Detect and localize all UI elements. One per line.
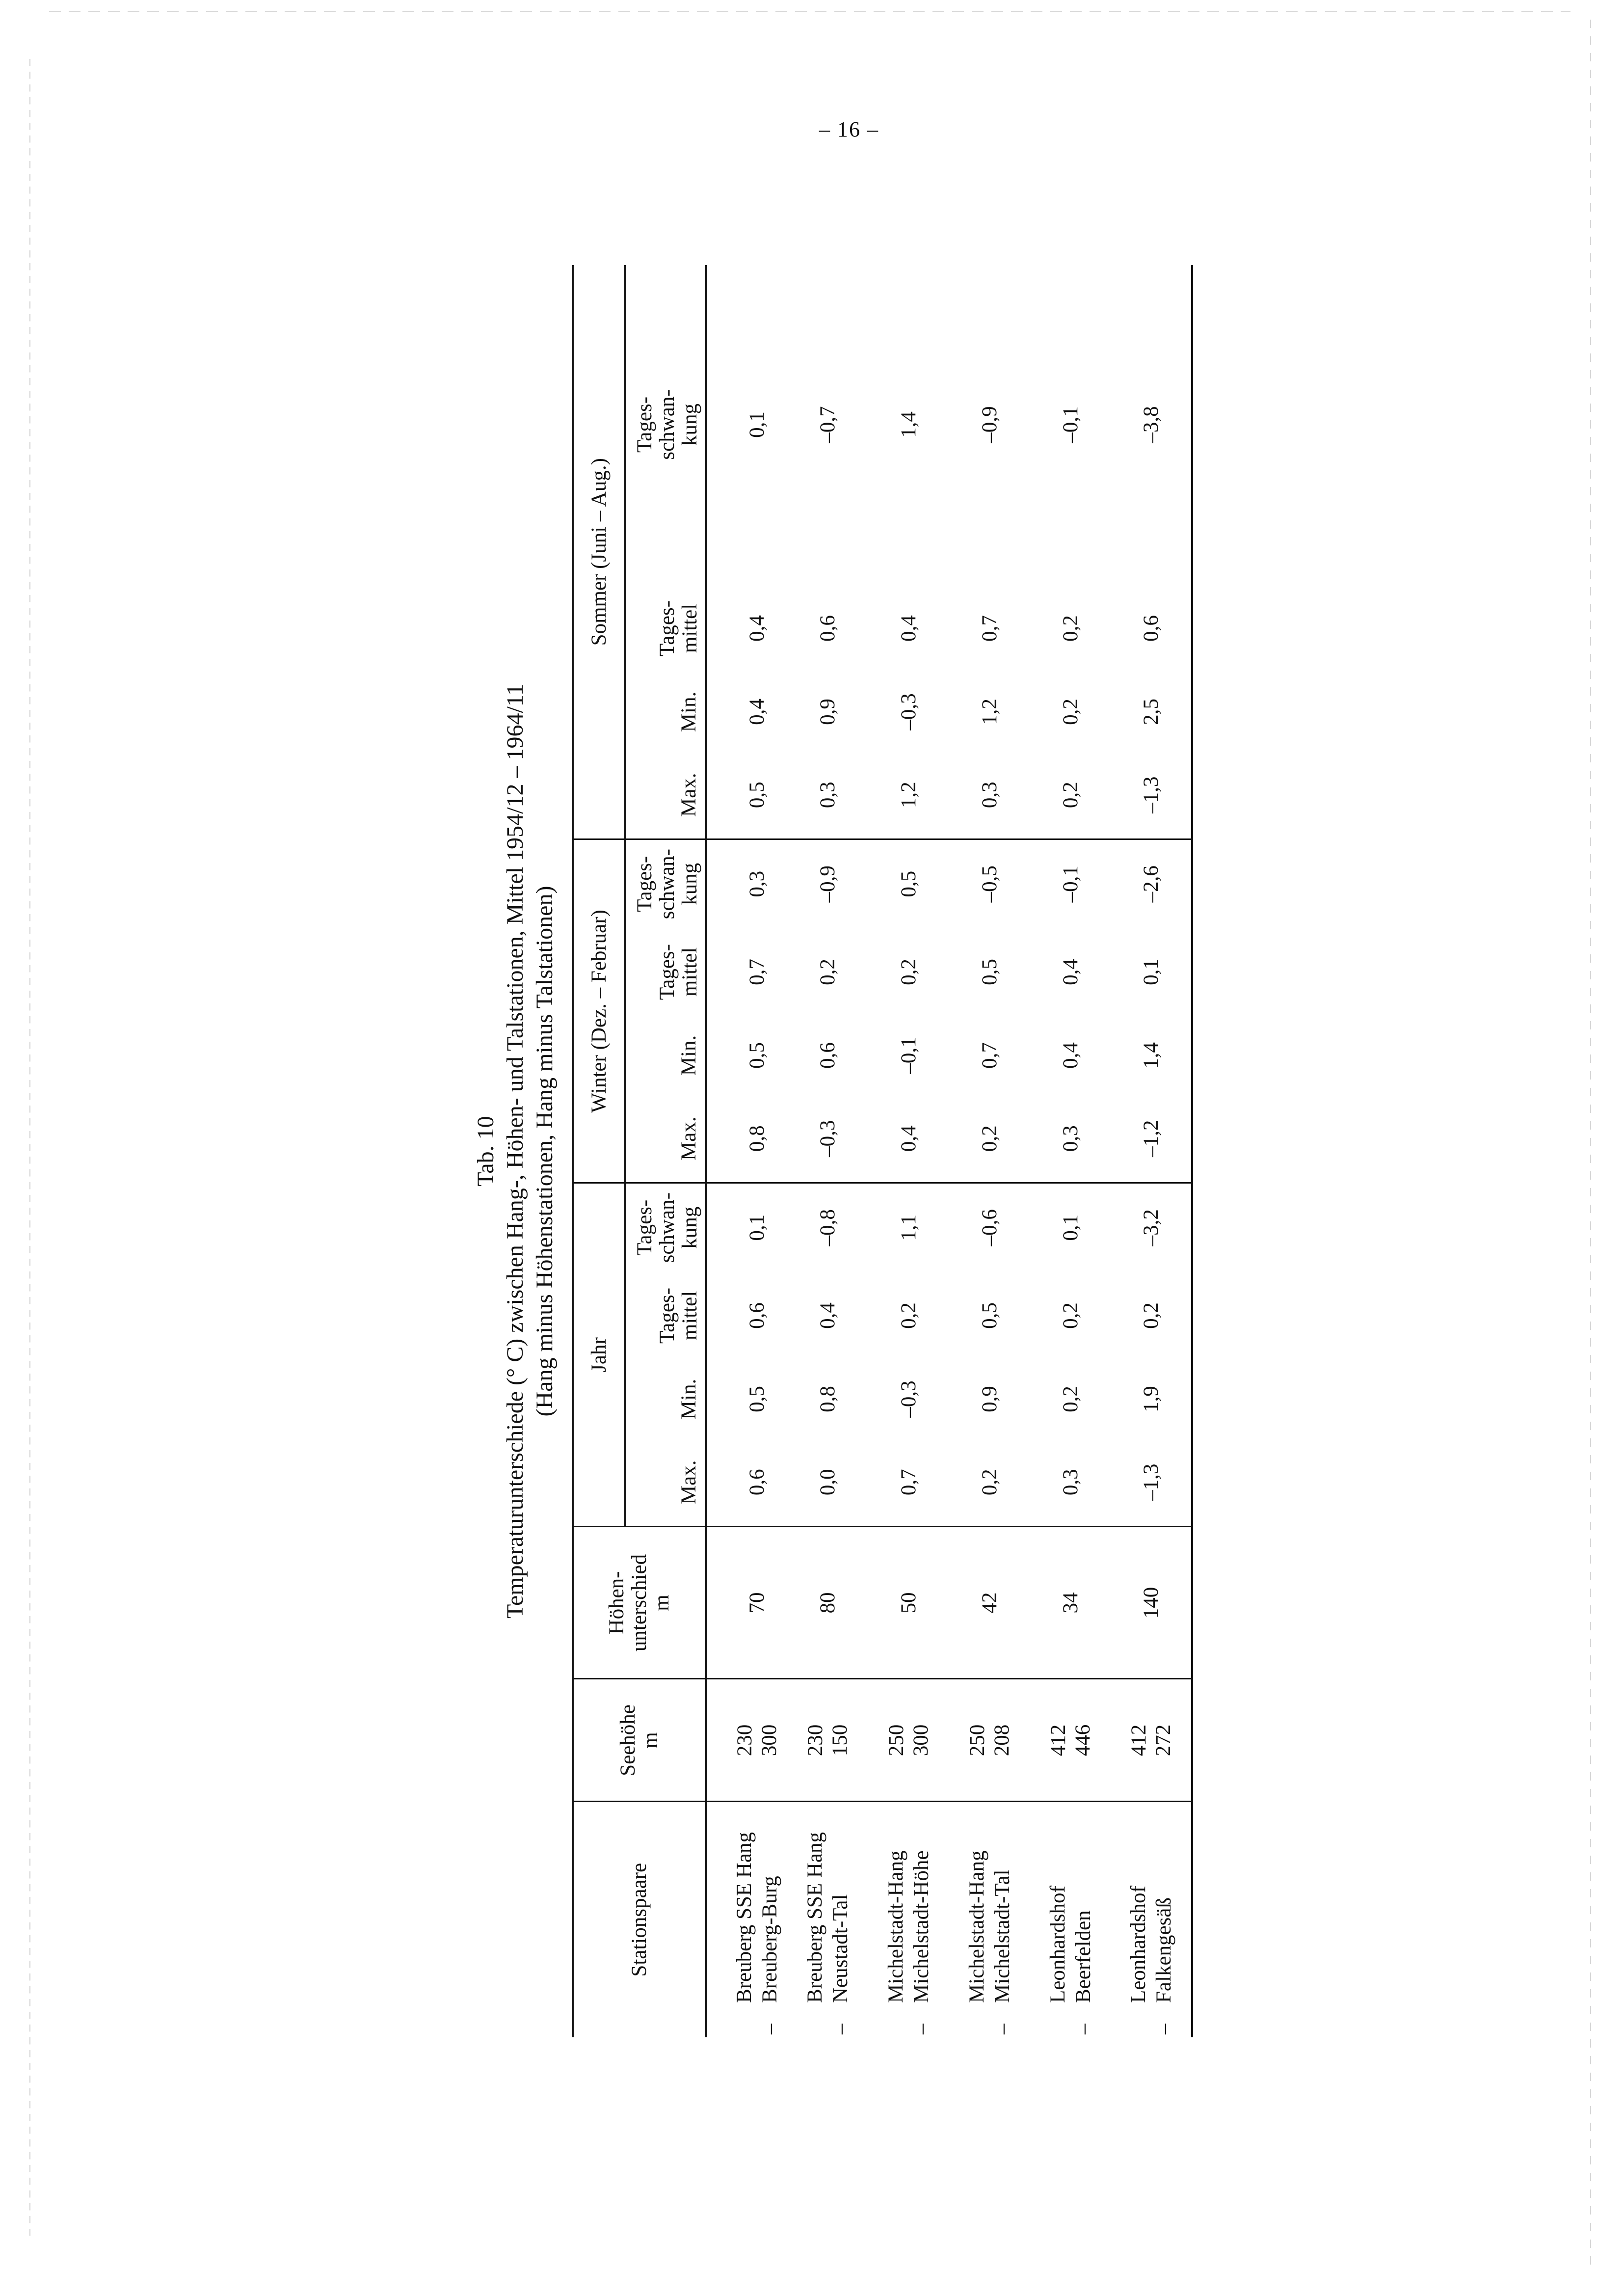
sommer-range-cell: –0,7 <box>816 406 839 443</box>
table-row <box>1111 265 1192 2037</box>
sommer-min-cell: 0,2 <box>1059 699 1082 725</box>
jahr-range-cell: –0,8 <box>816 1209 839 1246</box>
rotated-table-block <box>471 147 1193 2155</box>
header-group-jahr: Jahr <box>573 1183 625 1527</box>
header-station-label: Stationspaare <box>628 1863 651 1977</box>
height-diff-cell: 50 <box>868 1527 949 1679</box>
station-b-name: Beerfelden <box>1071 1910 1095 2003</box>
sommer-mean-cell: 0,4 <box>897 615 920 642</box>
header-elevation-unit: m <box>639 1732 662 1749</box>
jahr-max-cell: 0,0 <box>787 1438 868 1527</box>
header-height-diff-label: Höhen- unterschied <box>605 1554 651 1652</box>
sommer-mean-cell: 0,4 <box>745 615 769 642</box>
elevation-b: 446 <box>1071 1724 1094 1756</box>
winter-min-cell: 0,5 <box>745 1042 769 1069</box>
station-pair-cell <box>787 1802 868 2037</box>
station-a-name: Breuberg SSE Hang <box>803 1832 826 2003</box>
station-pair-cell <box>706 1802 787 2037</box>
table-row <box>868 265 949 2037</box>
jahr-range-cell: 0,1 <box>745 1214 769 1241</box>
winter-mean-cell: 0,2 <box>816 959 839 985</box>
header-sommer-max: Max. <box>625 751 707 839</box>
winter-min-cell: 1,4 <box>1139 1042 1163 1069</box>
elevation-a: 230 <box>733 1724 756 1756</box>
table-row <box>1030 265 1111 2037</box>
winter-mean-cell: 0,5 <box>978 959 1001 985</box>
header-sommer-min: Min. <box>677 691 700 732</box>
header-mean-line-1: Tages- <box>656 600 679 656</box>
station-a-name: Leonhardshof <box>1126 1886 1150 2003</box>
jahr-range-cell: –3,2 <box>1139 1209 1163 1246</box>
header-range-line-3: kung <box>678 863 701 905</box>
jahr-range-cell: –0,6 <box>978 1209 1001 1246</box>
scan-edge-top <box>49 11 1570 12</box>
jahr-max-cell: 0,2 <box>949 1438 1030 1527</box>
header-range-line-1: Tages- <box>633 1199 656 1256</box>
winter-mean-cell: 0,4 <box>1059 959 1082 985</box>
jahr-min-cell: 0,8 <box>816 1386 839 1412</box>
sommer-min-cell: 0,9 <box>816 699 839 725</box>
elevation-a: 250 <box>884 1724 908 1756</box>
table-row <box>706 265 787 2037</box>
header-sommer-mean <box>625 584 707 673</box>
sommer-mean-cell: 0,7 <box>978 615 1001 642</box>
elevation-b: 208 <box>990 1724 1013 1756</box>
header-group-sommer: Sommer (Juni – Aug.) <box>573 265 625 839</box>
pair-dash: – <box>990 2024 1014 2034</box>
station-b <box>990 1805 1015 2035</box>
jahr-max-cell: 0,7 <box>868 1438 949 1527</box>
sommer-min-cell: –0,3 <box>897 693 920 730</box>
sommer-max-cell: 1,2 <box>868 751 949 839</box>
header-mean-line-1: Tages- <box>656 1288 679 1344</box>
header-winter-mean <box>625 928 707 1016</box>
station-pair-cell <box>1111 1802 1192 2037</box>
jahr-min-cell: 0,2 <box>1059 1386 1082 1412</box>
header-range-line-3: kung <box>678 403 701 446</box>
sommer-range-cell: –0,1 <box>1059 406 1082 443</box>
temperature-difference-table <box>572 265 1193 2037</box>
sommer-mean-cell: 0,2 <box>1059 615 1082 642</box>
header-mean-line-2: mittel <box>678 603 701 653</box>
winter-mean-cell: 0,2 <box>897 959 920 985</box>
elevation-b: 300 <box>909 1724 932 1756</box>
sommer-max-cell: 0,3 <box>949 751 1030 839</box>
scan-edge-right <box>1590 20 1591 2268</box>
header-range-line-2: schwan- <box>656 389 679 460</box>
jahr-min-cell: 0,5 <box>745 1386 769 1412</box>
header-range-line-1: Tages- <box>633 856 656 912</box>
header-group-winter: Winter (Dez. – Februar) <box>573 839 625 1183</box>
winter-max-cell: 0,3 <box>1030 1095 1111 1183</box>
header-elevation <box>573 1679 706 1802</box>
station-pair-cell <box>868 1802 949 2037</box>
elevation-b: 150 <box>828 1724 851 1756</box>
elevation-a: 230 <box>803 1724 827 1756</box>
elevation-a: 412 <box>1127 1724 1150 1756</box>
table-row <box>787 265 868 2037</box>
winter-max-cell: 0,2 <box>949 1095 1030 1183</box>
pair-dash: – <box>909 2024 933 2034</box>
header-jahr-mean <box>625 1271 707 1360</box>
pair-dash: – <box>1071 2024 1095 2034</box>
header-elevation-label: Seehöhe <box>616 1704 639 1776</box>
elevation-a: 250 <box>965 1724 989 1756</box>
table-title: Temperaturunterschiede (° C) zwischen Hang-, Höhen- und Talstationen, Mittel 1954/12 – 1964/11 <box>502 684 528 1619</box>
table-header <box>573 265 706 2037</box>
data-table-wrapper <box>572 373 1175 2037</box>
header-mean-line-1: Tages- <box>656 944 679 1000</box>
header-sommer-range <box>625 265 707 584</box>
header-station <box>573 1802 706 2037</box>
winter-min-cell: 0,4 <box>1059 1042 1082 1069</box>
winter-max-cell: –1,2 <box>1111 1095 1192 1183</box>
sommer-max-cell: 0,2 <box>1030 751 1111 839</box>
station-b <box>909 1805 934 2035</box>
winter-max-cell: –0,3 <box>787 1095 868 1183</box>
station-a <box>964 1805 990 2035</box>
header-jahr-max: Max. <box>625 1438 707 1527</box>
winter-range-cell: –0,5 <box>978 865 1001 903</box>
height-diff-cell: 70 <box>706 1527 787 1679</box>
elevation-cell <box>706 1679 787 1802</box>
winter-min-cell: 0,7 <box>978 1042 1001 1069</box>
header-range-line-1: Tages- <box>633 396 656 453</box>
jahr-max-cell: 0,6 <box>706 1438 787 1527</box>
station-pair-cell <box>1030 1802 1111 2037</box>
sommer-range-cell: –0,9 <box>978 406 1001 443</box>
winter-range-cell: –2,6 <box>1139 865 1163 903</box>
station-a-name: Michelstadt-Hang <box>884 1850 907 2003</box>
winter-max-cell: 0,4 <box>868 1095 949 1183</box>
station-b <box>828 1805 853 2035</box>
header-mean-line-2: mittel <box>678 1291 701 1341</box>
height-diff-cell: 140 <box>1111 1527 1192 1679</box>
sommer-range-cell: –3,8 <box>1139 406 1163 443</box>
header-winter-min: Min. <box>677 1035 700 1076</box>
sommer-min-cell: 1,2 <box>978 699 1001 725</box>
header-range-line-3: kung <box>678 1206 701 1249</box>
station-b <box>1151 1805 1177 2035</box>
winter-range-cell: –0,9 <box>816 865 839 903</box>
pair-dash: – <box>828 2024 852 2034</box>
winter-min-cell: 0,6 <box>816 1042 839 1069</box>
header-height-diff-unit: m <box>650 1594 673 1611</box>
sommer-max-cell: –1,3 <box>1111 751 1192 839</box>
station-a-name: Michelstadt-Hang <box>965 1850 988 2003</box>
height-diff-cell: 34 <box>1030 1527 1111 1679</box>
jahr-min-cell: –0,3 <box>897 1380 920 1418</box>
scan-edge-left <box>29 59 30 2239</box>
header-jahr-min: Min. <box>677 1378 700 1420</box>
elevation-b: 272 <box>1151 1724 1175 1756</box>
sommer-mean-cell: 0,6 <box>1139 615 1163 642</box>
station-b-name: Neustadt-Tal <box>828 1894 852 2003</box>
header-range-line-2: schwan- <box>656 849 679 919</box>
station-pair-cell <box>949 1802 1030 2037</box>
station-a <box>802 1805 828 2035</box>
sommer-max-cell: 0,3 <box>787 751 868 839</box>
jahr-range-cell: 1,1 <box>897 1214 920 1241</box>
header-height-diff <box>573 1527 706 1679</box>
station-a <box>732 1805 757 2035</box>
sommer-max-cell: 0,5 <box>706 751 787 839</box>
jahr-mean-cell: 0,2 <box>1059 1302 1082 1329</box>
jahr-min-cell: 0,9 <box>978 1386 1001 1412</box>
jahr-mean-cell: 0,2 <box>897 1302 920 1329</box>
elevation-cell <box>787 1679 868 1802</box>
station-b-name: Falkengesäß <box>1152 1897 1175 2003</box>
station-b-name: Breuberg-Burg <box>758 1876 781 2003</box>
sommer-range-cell: 0,1 <box>745 411 769 438</box>
table-subtitle: (Hang minus Höhenstationen, Hang minus Talstationen) <box>532 886 558 1417</box>
station-b <box>757 1805 783 2035</box>
pair-dash: – <box>1152 2024 1175 2034</box>
height-diff-cell: 80 <box>787 1527 868 1679</box>
jahr-mean-cell: 0,2 <box>1139 1302 1163 1329</box>
height-diff-cell: 42 <box>949 1527 1030 1679</box>
elevation-cell <box>868 1679 949 1802</box>
jahr-min-cell: 1,9 <box>1139 1386 1163 1412</box>
jahr-mean-cell: 0,4 <box>816 1302 839 1329</box>
table-row <box>949 265 1030 2037</box>
pair-dash: – <box>758 2024 781 2034</box>
winter-mean-cell: 0,7 <box>745 959 769 985</box>
elevation-cell <box>1030 1679 1111 1802</box>
winter-range-cell: –0,1 <box>1059 865 1082 903</box>
sommer-range-cell: 1,4 <box>897 411 920 438</box>
station-b <box>1071 1805 1096 2035</box>
station-a <box>883 1805 909 2035</box>
elevation-cell <box>1111 1679 1192 1802</box>
station-b-name: Michelstadt-Tal <box>990 1869 1014 2003</box>
jahr-max-cell: 0,3 <box>1030 1438 1111 1527</box>
station-a <box>1126 1805 1151 2035</box>
elevation-cell <box>949 1679 1030 1802</box>
header-winter-range <box>625 839 707 928</box>
winter-range-cell: 0,3 <box>745 870 769 897</box>
winter-range-cell: 0,5 <box>897 870 920 897</box>
elevation-a: 412 <box>1046 1724 1070 1756</box>
header-mean-line-2: mittel <box>678 947 701 997</box>
jahr-mean-cell: 0,5 <box>978 1302 1001 1329</box>
sommer-min-cell: 0,4 <box>745 699 769 725</box>
table-label: Tab. 10 <box>473 1116 499 1187</box>
winter-mean-cell: 0,1 <box>1139 959 1163 985</box>
header-jahr-range <box>625 1183 707 1271</box>
winter-min-cell: –0,1 <box>897 1037 920 1074</box>
station-b-name: Michelstadt-Höhe <box>909 1850 933 2003</box>
station-a-name: Breuberg SSE Hang <box>732 1832 756 2003</box>
station-a-name: Leonhardshof <box>1046 1886 1069 2003</box>
winter-max-cell: 0,8 <box>706 1095 787 1183</box>
jahr-mean-cell: 0,6 <box>745 1302 769 1329</box>
page-number: – 16 – <box>819 117 879 141</box>
sommer-min-cell: 2,5 <box>1139 699 1163 725</box>
header-winter-max: Max. <box>625 1095 707 1183</box>
header-range-line-2: schwan- <box>656 1192 679 1263</box>
elevation-b: 300 <box>757 1724 781 1756</box>
table-body <box>706 265 1192 2037</box>
jahr-range-cell: 0,1 <box>1059 1214 1082 1241</box>
station-a <box>1045 1805 1071 2035</box>
sommer-mean-cell: 0,6 <box>816 615 839 642</box>
jahr-max-cell: –1,3 <box>1111 1438 1192 1527</box>
